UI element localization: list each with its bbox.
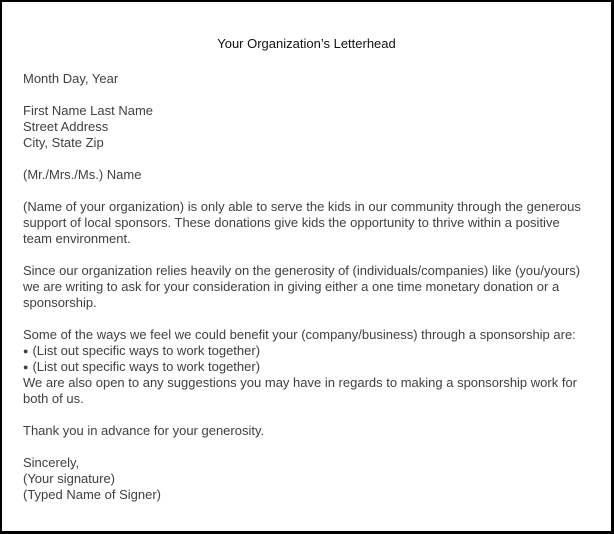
paragraph-request — [23, 263, 597, 311]
paragraph-line: team environment. — [23, 231, 131, 246]
recipient-city-state-zip: City, State Zip — [23, 135, 104, 150]
paragraph-intro — [23, 199, 597, 247]
letterhead-title: Your Organization’s Letterhead — [217, 36, 396, 51]
paragraph-benefits — [23, 327, 597, 407]
paragraph-line: Some of the ways we feel we could benefit your (company/business) through a sponsorship are: — [23, 327, 576, 342]
paragraph-line: both of us. — [23, 391, 84, 406]
recipient-address — [23, 103, 597, 151]
letter-body — [23, 71, 597, 503]
bullet-text: (List out specific ways to work together) — [32, 343, 261, 358]
recipient-name: First Name Last Name — [23, 103, 154, 118]
bullet-item — [23, 343, 597, 359]
typed-name: (Typed Name of Signer) — [23, 487, 162, 502]
paragraph-line: Since our organization relies heavily on the generosity of (individuals/companies) like (you/yours) — [23, 263, 581, 278]
paragraph-line: (Name of your organization) is only able to serve the kids in our community through the generous — [23, 199, 581, 214]
bullet-item — [23, 359, 597, 375]
paragraph-line: We are also open to any suggestions you may have in regards to making a sponsorship work for — [23, 375, 578, 390]
bullet-text: (List out specific ways to work together) — [32, 359, 261, 374]
recipient-street: Street Address — [23, 119, 109, 134]
paragraph-line: support of local sponsors. These donations give kids the opportunity to thrive within a positive — [23, 215, 560, 230]
salutation: (Mr./Mrs./Ms.) Name — [23, 167, 142, 182]
paragraph-line: we are writing to ask for your consideration in giving either a one time monetary donation or a — [23, 279, 560, 294]
paragraph-line: sponsorship. — [23, 295, 97, 310]
signoff-block — [23, 455, 597, 503]
signature-placeholder: (Your signature) — [23, 471, 116, 486]
thanks-line: Thank you in advance for your generosity. — [23, 423, 265, 438]
closing: Sincerely, — [23, 455, 80, 470]
letter-date: Month Day, Year — [23, 71, 119, 86]
